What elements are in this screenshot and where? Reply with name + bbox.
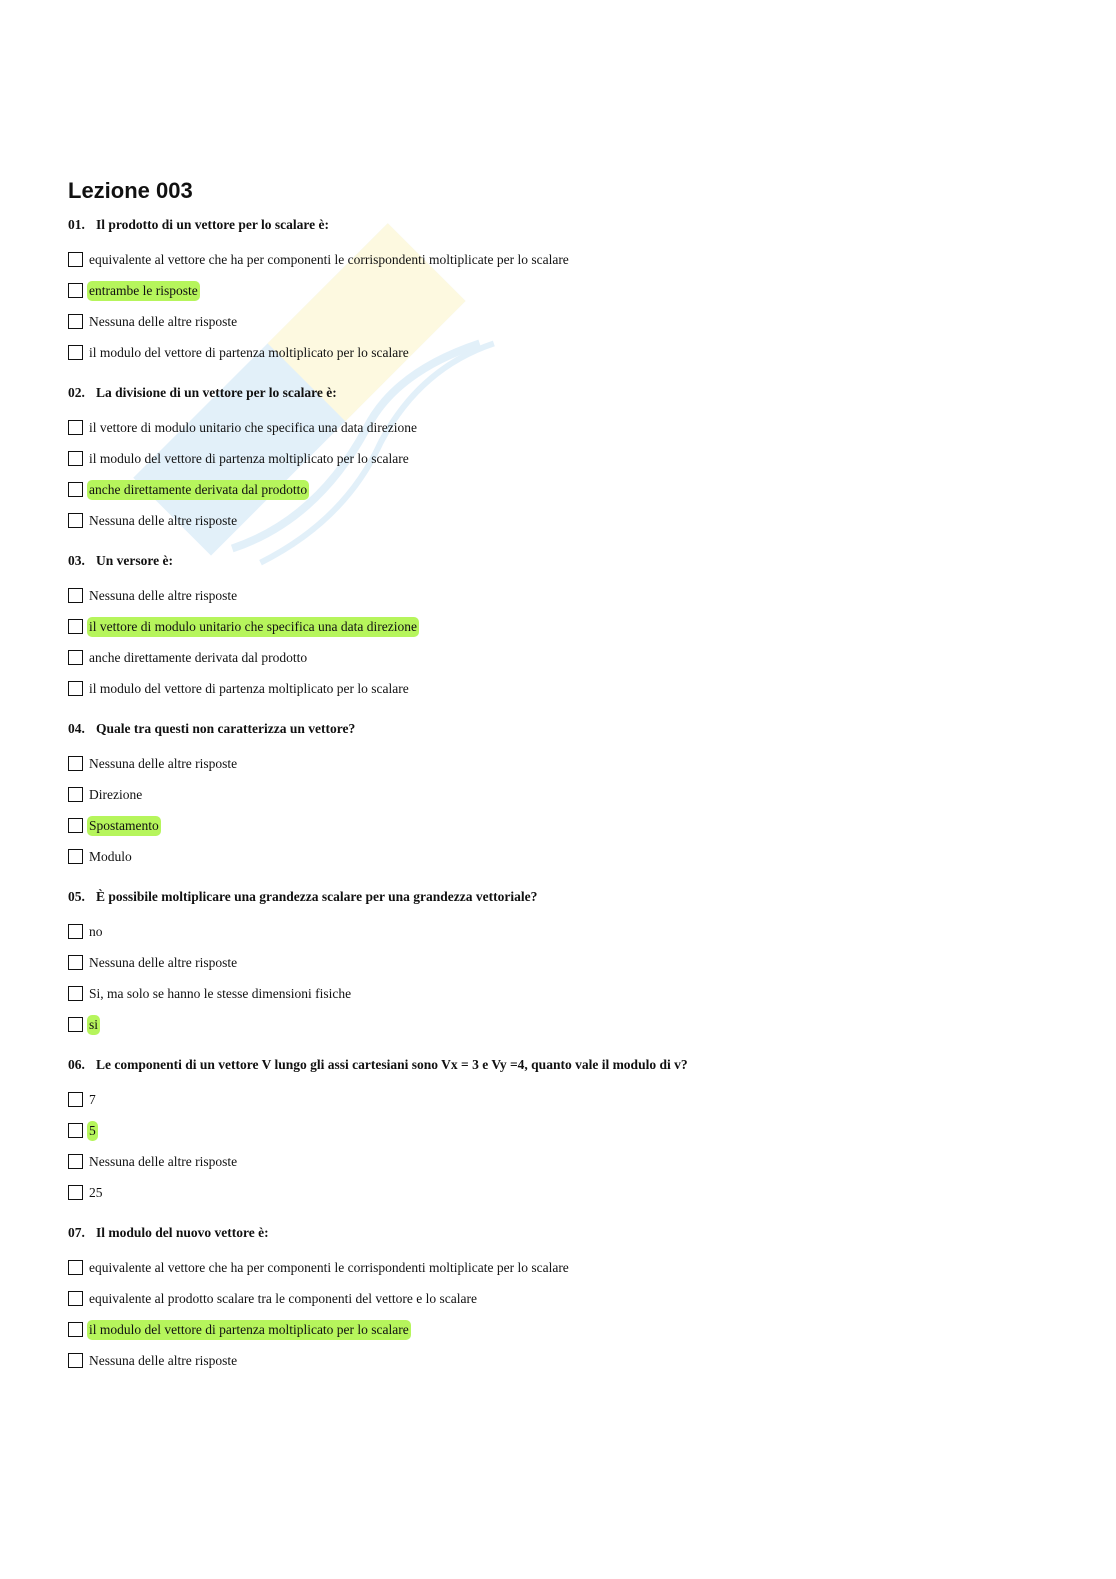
answer-checkbox[interactable] [68, 1154, 83, 1169]
answer-option[interactable] [68, 611, 1068, 642]
answer-option[interactable] [68, 978, 1068, 1009]
question [68, 718, 1068, 886]
answer-text: Nessuna delle altre risposte [89, 313, 238, 329]
question-spacer [68, 1208, 1068, 1222]
answer-text: equivalente al vettore che ha per componenti le corrispondenti moltiplicate per lo scalare [89, 251, 569, 267]
question-title [68, 382, 1068, 404]
answer-text: no [89, 923, 103, 939]
answer-checkbox[interactable] [68, 924, 83, 939]
answer-text: anche direttamente derivata dal prodotto [89, 649, 308, 665]
answer-option[interactable] [68, 275, 1068, 306]
answer-checkbox[interactable] [68, 283, 83, 298]
answer-option[interactable] [68, 306, 1068, 337]
answer-text-highlighted: il vettore di modulo unitario che specifica una data direzione [87, 617, 419, 637]
lesson-title: Lezione 003 [68, 178, 193, 203]
answer-text: Nessuna delle altre risposte [89, 512, 238, 528]
question-number: 04. [68, 721, 85, 736]
answer-option[interactable] [68, 1283, 1068, 1314]
answer-checkbox[interactable] [68, 1322, 83, 1337]
answer-option[interactable] [68, 1084, 1068, 1115]
answer-option[interactable] [68, 474, 1068, 505]
answer-text-highlighted: entrambe le risposte [87, 281, 200, 301]
answer-option[interactable] [68, 642, 1068, 673]
question-spacer [68, 704, 1068, 718]
answer-checkbox[interactable] [68, 1353, 83, 1368]
answer-checkbox[interactable] [68, 314, 83, 329]
question-spacer [68, 536, 1068, 550]
answer-option[interactable] [68, 244, 1068, 275]
question-text: Il modulo del nuovo vettore è: [96, 1225, 269, 1240]
answer-option[interactable] [68, 580, 1068, 611]
answer-text: equivalente al vettore che ha per componenti le corrispondenti moltiplicate per lo scalare [89, 1259, 569, 1275]
question-text: La divisione di un vettore per lo scalare è: [96, 385, 337, 400]
answer-option[interactable] [68, 443, 1068, 474]
answer-checkbox[interactable] [68, 1185, 83, 1200]
answer-text: Modulo [89, 848, 132, 864]
answer-option[interactable] [68, 337, 1068, 368]
answer-checkbox[interactable] [68, 513, 83, 528]
question-title [68, 214, 1068, 236]
answer-option[interactable] [68, 947, 1068, 978]
answer-option[interactable] [68, 748, 1068, 779]
question [68, 886, 1068, 1054]
answer-option[interactable] [68, 1146, 1068, 1177]
question [68, 214, 1068, 382]
question-number: 05. [68, 889, 85, 904]
answer-text: il modulo del vettore di partenza moltiplicato per lo scalare [89, 680, 409, 696]
answer-text-highlighted: 5 [87, 1121, 98, 1141]
answer-checkbox[interactable] [68, 1017, 83, 1032]
question-title [68, 550, 1068, 572]
answer-text-highlighted: si [87, 1015, 100, 1035]
question-title [68, 1054, 1068, 1076]
question-text: Un versore è: [96, 553, 173, 568]
answer-text: il modulo del vettore di partenza moltiplicato per lo scalare [89, 344, 409, 360]
answer-checkbox[interactable] [68, 1291, 83, 1306]
answer-text: Nessuna delle altre risposte [89, 1153, 238, 1169]
answer-text: Si, ma solo se hanno le stesse dimensioni fisiche [89, 985, 352, 1001]
question-spacer [68, 1040, 1068, 1054]
answer-text-highlighted: il modulo del vettore di partenza moltiplicato per lo scalare [87, 1320, 411, 1340]
question [68, 382, 1068, 550]
answer-text-highlighted: anche direttamente derivata dal prodotto [87, 480, 309, 500]
question-title [68, 718, 1068, 740]
question-text: È possibile moltiplicare una grandezza scalare per una grandezza vettoriale? [96, 889, 538, 904]
question-number: 06. [68, 1057, 85, 1072]
answer-text: il vettore di modulo unitario che specifica una data direzione [89, 419, 418, 435]
question-number: 01. [68, 217, 85, 232]
answer-text-highlighted: Spostamento [87, 816, 161, 836]
answer-option[interactable] [68, 779, 1068, 810]
answer-option[interactable] [68, 1115, 1068, 1146]
answer-checkbox[interactable] [68, 252, 83, 267]
answer-option[interactable] [68, 1177, 1068, 1208]
answer-option[interactable] [68, 505, 1068, 536]
answer-option[interactable] [68, 810, 1068, 841]
question [68, 1222, 1068, 1376]
question-number: 02. [68, 385, 85, 400]
answer-checkbox[interactable] [68, 681, 83, 696]
answer-checkbox[interactable] [68, 482, 83, 497]
answer-checkbox[interactable] [68, 1260, 83, 1275]
answer-option[interactable] [68, 916, 1068, 947]
answer-checkbox[interactable] [68, 420, 83, 435]
answer-text: il modulo del vettore di partenza moltiplicato per lo scalare [89, 450, 409, 466]
answer-checkbox[interactable] [68, 787, 83, 802]
answer-checkbox[interactable] [68, 588, 83, 603]
question-title [68, 886, 1068, 908]
answer-checkbox[interactable] [68, 451, 83, 466]
answer-option[interactable] [68, 1009, 1068, 1040]
answer-option[interactable] [68, 841, 1068, 872]
answer-checkbox[interactable] [68, 650, 83, 665]
answer-text: 25 [89, 1184, 103, 1200]
answer-checkbox[interactable] [68, 818, 83, 833]
question-title [68, 1222, 1068, 1244]
answer-text: Direzione [89, 786, 143, 802]
answer-text: Nessuna delle altre risposte [89, 1352, 238, 1368]
question-number: 03. [68, 553, 85, 568]
question-text: Le componenti di un vettore V lungo gli assi cartesiani sono Vx = 3 e Vy =4, quanto vale il modulo di v? [96, 1057, 688, 1072]
question-list [68, 214, 1068, 1376]
answer-checkbox[interactable] [68, 1123, 83, 1138]
answer-option[interactable] [68, 1345, 1068, 1376]
question-number: 07. [68, 1225, 85, 1240]
answer-text: Nessuna delle altre risposte [89, 755, 238, 771]
answer-text: equivalente al prodotto scalare tra le componenti del vettore e lo scalare [89, 1290, 477, 1306]
question-spacer [68, 368, 1068, 382]
question-text: Quale tra questi non caratterizza un vettore? [96, 721, 356, 736]
answer-checkbox[interactable] [68, 986, 83, 1001]
question-text: Il prodotto di un vettore per lo scalare è: [96, 217, 329, 232]
answer-checkbox[interactable] [68, 345, 83, 360]
answer-text: Nessuna delle altre risposte [89, 954, 238, 970]
question [68, 550, 1068, 718]
answer-text: 7 [89, 1091, 96, 1107]
answer-text: Nessuna delle altre risposte [89, 587, 238, 603]
answer-checkbox[interactable] [68, 955, 83, 970]
answer-checkbox[interactable] [68, 619, 83, 634]
answer-checkbox[interactable] [68, 756, 83, 771]
question [68, 1054, 1068, 1222]
answer-option[interactable] [68, 412, 1068, 443]
question-spacer [68, 872, 1068, 886]
answer-option[interactable] [68, 673, 1068, 704]
answer-option[interactable] [68, 1314, 1068, 1345]
quiz-page [68, 178, 1068, 1376]
answer-checkbox[interactable] [68, 1092, 83, 1107]
answer-option[interactable] [68, 1252, 1068, 1283]
answer-checkbox[interactable] [68, 849, 83, 864]
